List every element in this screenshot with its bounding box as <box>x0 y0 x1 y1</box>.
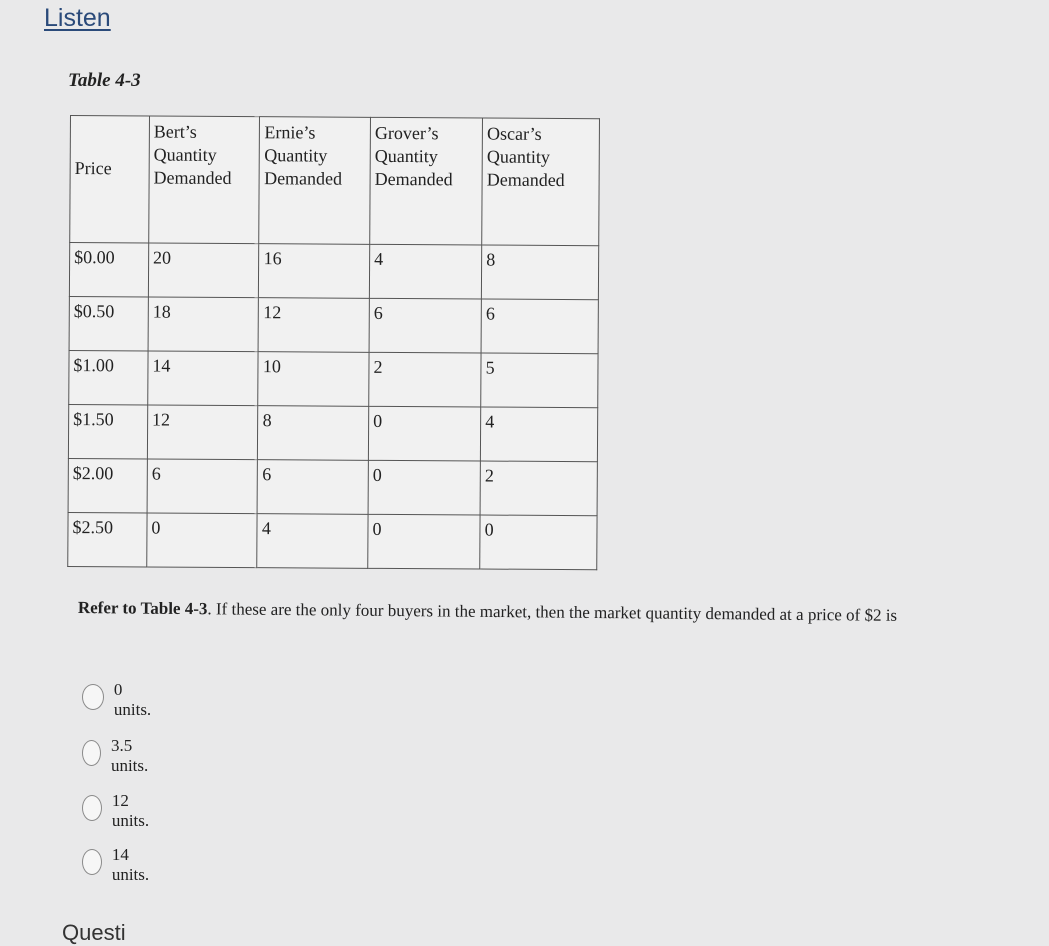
header-line: Demanded <box>374 168 453 190</box>
header-line: Bert’s <box>153 121 197 142</box>
answer-option[interactable] <box>82 736 155 776</box>
header-line: Ernie’s <box>264 122 316 143</box>
ernie-quantity-cell: 4 <box>257 514 368 569</box>
grover-column-header <box>370 117 483 245</box>
answer-option-label[interactable]: 12 units. <box>111 791 150 830</box>
header-line: Quantity <box>374 145 438 167</box>
table-row <box>69 243 598 300</box>
price-cell: $0.00 <box>69 243 148 297</box>
price-column-header: Price <box>70 116 150 243</box>
oscar-quantity-cell: 6 <box>481 299 598 354</box>
grover-quantity-cell: 2 <box>369 352 481 407</box>
bert-quantity-cell: 12 <box>147 405 258 460</box>
header-line: Oscar’s <box>486 123 542 144</box>
table-title: Table 4-3 <box>68 70 141 91</box>
oscar-quantity-cell: 0 <box>480 515 597 570</box>
bert-quantity-cell: 6 <box>147 459 258 514</box>
answer-option-label[interactable]: 14 units. <box>111 845 150 884</box>
table-row <box>68 404 597 461</box>
radio-button[interactable] <box>82 684 104 710</box>
price-cell: $2.00 <box>68 458 147 512</box>
radio-button[interactable] <box>82 740 101 766</box>
grover-quantity-cell: 0 <box>368 406 480 461</box>
ernie-quantity-cell: 6 <box>258 460 369 515</box>
bert-quantity-cell: 20 <box>148 243 259 298</box>
radio-button[interactable] <box>82 795 102 821</box>
next-question-heading: Questi <box>62 920 126 945</box>
demand-table <box>67 115 600 570</box>
answer-option-label[interactable]: 3.5 units. <box>110 736 149 775</box>
ernie-quantity-cell: 10 <box>258 352 369 407</box>
question-text <box>78 598 1018 627</box>
question-body: . If these are the only four buyers in the market, then the market quantity demanded at a price of $2 is <box>207 599 898 625</box>
grover-quantity-cell: 0 <box>368 514 480 569</box>
grover-quantity-cell: 0 <box>368 460 480 515</box>
header-line: Grover’s <box>374 122 439 144</box>
oscar-quantity-cell: 2 <box>480 461 597 516</box>
bert-quantity-cell: 18 <box>148 297 259 352</box>
listen-link[interactable]: Listen <box>44 4 111 32</box>
table-row <box>68 458 597 515</box>
bert-quantity-cell: 14 <box>148 351 259 406</box>
oscar-quantity-cell: 4 <box>481 407 598 462</box>
ernie-column-header <box>259 117 370 245</box>
ernie-quantity-cell: 12 <box>259 298 370 353</box>
header-line: Quantity <box>486 146 550 167</box>
table-header-row <box>70 116 600 246</box>
price-cell: $1.00 <box>69 350 148 404</box>
table-row <box>69 296 598 353</box>
ernie-quantity-cell: 16 <box>259 244 370 299</box>
oscar-quantity-cell: 8 <box>482 245 599 300</box>
table-row <box>68 512 597 569</box>
grover-quantity-cell: 6 <box>369 298 481 353</box>
header-line: Quantity <box>153 144 217 165</box>
header-line: Quantity <box>264 145 328 166</box>
price-cell: $1.50 <box>68 404 147 458</box>
ernie-quantity-cell: 8 <box>258 406 369 461</box>
oscar-quantity-cell: 5 <box>481 353 598 408</box>
header-line: Demanded <box>153 167 232 188</box>
answer-option[interactable] <box>82 680 155 720</box>
radio-button[interactable] <box>82 849 102 875</box>
price-cell: $0.50 <box>69 296 148 350</box>
header-line: Demanded <box>264 168 343 189</box>
grover-quantity-cell: 4 <box>369 244 481 299</box>
answer-option-label[interactable]: 0 units. <box>113 680 152 719</box>
oscar-column-header <box>482 118 600 246</box>
header-line: Demanded <box>486 169 565 191</box>
answer-option[interactable] <box>82 845 155 885</box>
bert-column-header <box>149 116 260 244</box>
bert-quantity-cell: 0 <box>147 513 258 568</box>
question-table-reference: Refer to Table 4-3 <box>77 598 208 619</box>
table-row <box>69 350 598 407</box>
price-cell: $2.50 <box>68 512 147 566</box>
answer-option[interactable] <box>82 791 155 831</box>
